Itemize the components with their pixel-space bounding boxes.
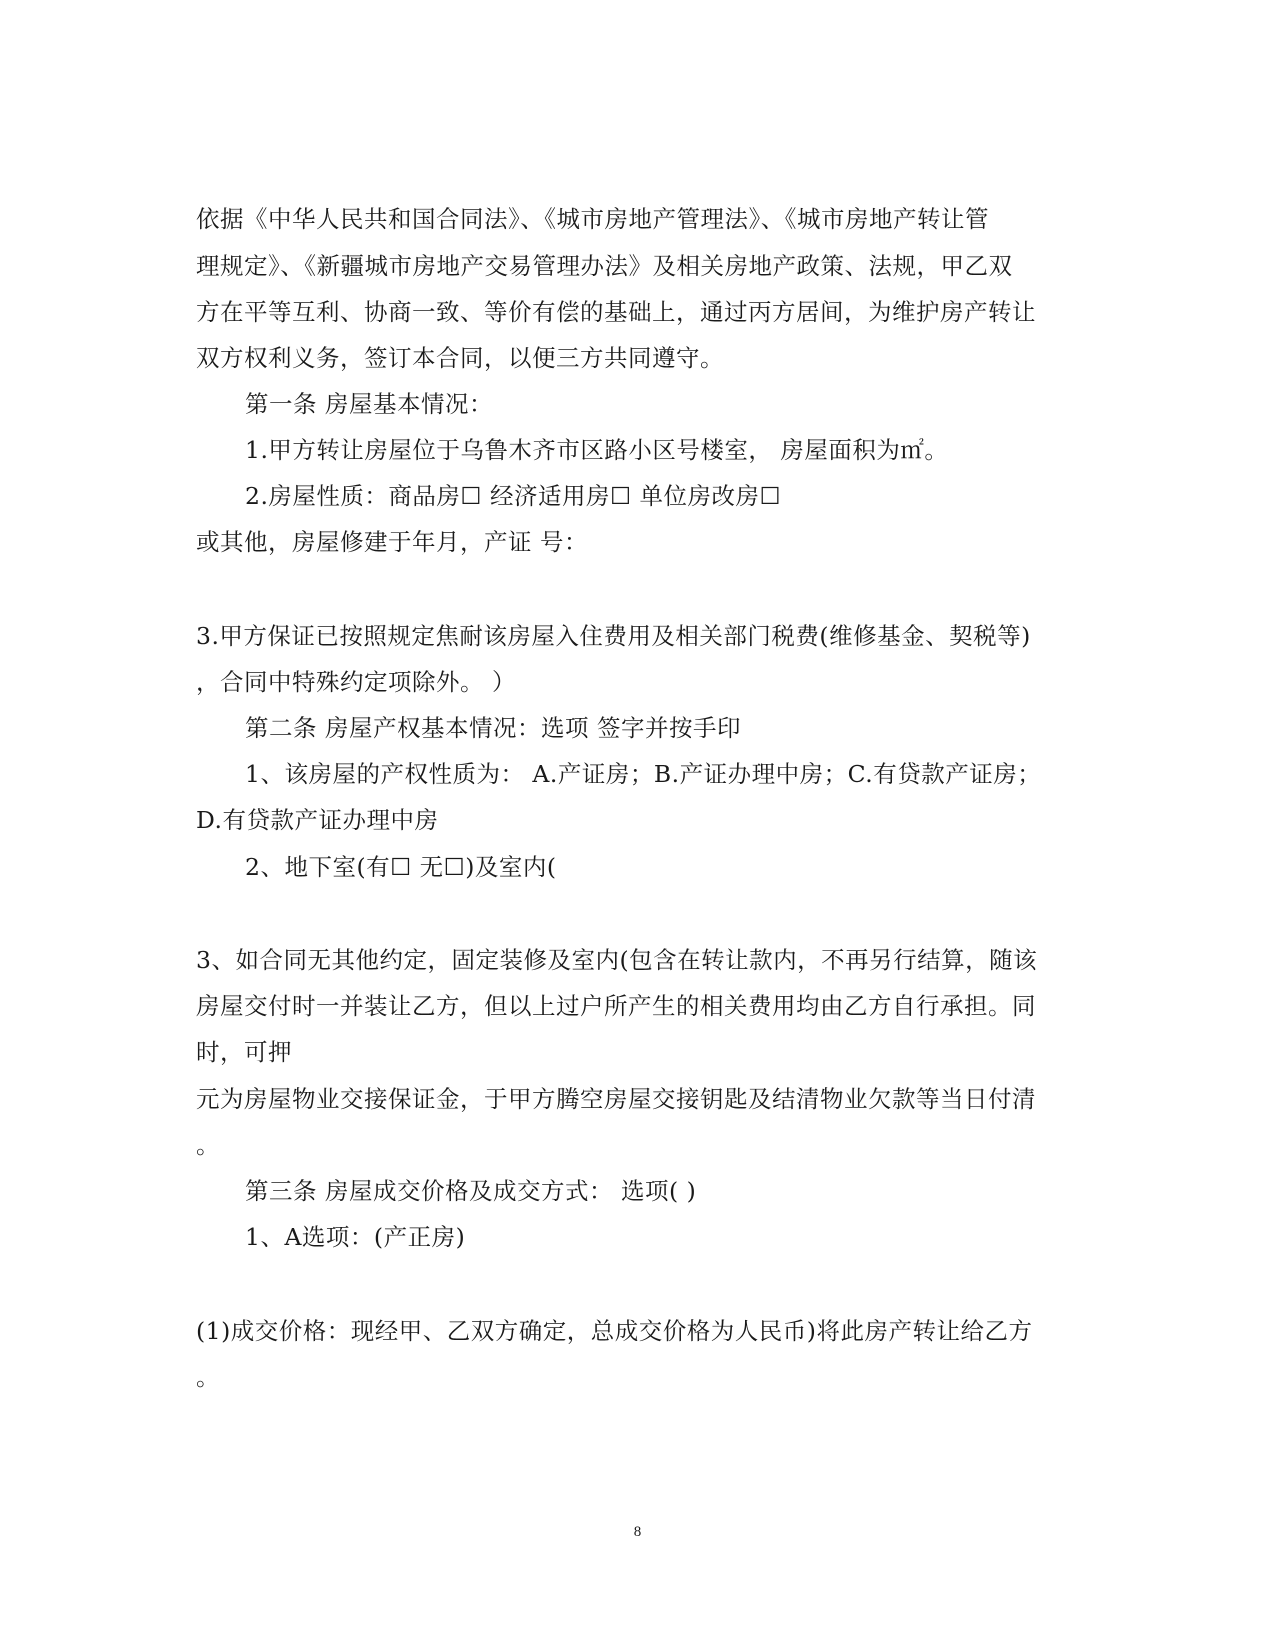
section-heading: 第二条 房屋产权基本情况：选项 签字并按手印 [245, 714, 741, 742]
paragraph-line: 元为房屋物业交接保证金，于甲方腾空房屋交接钥匙及结清物业欠款等当日付清 [196, 1085, 1036, 1113]
paragraph-line: 1、该房屋的产权性质为： A.产证房；B.产证办理中房；C.有贷款产证房； [245, 760, 1042, 788]
paragraph-line: 2.房屋性质：商品房☐ 经济适用房☐ 单位房改房☐ [245, 482, 782, 510]
paragraph-line: ，合同中特殊约定项除外。 ） [196, 668, 516, 696]
paragraph-line: D.有贷款产证办理中房 [196, 806, 439, 834]
section-heading: 第三条 房屋成交价格及成交方式： 选项( ) [245, 1177, 697, 1205]
page-number: 8 [633, 1524, 642, 1540]
paragraph-line: 或其他，房屋修建于年月，产证 号： [196, 528, 588, 556]
paragraph-line: 双方权利义务，签订本合同，以便三方共同遵守。 [196, 344, 724, 372]
paragraph-line: (1)成交价格：现经甲、乙双方确定，总成交价格为人民币)将此房产转让给乙方 [196, 1317, 1033, 1345]
paragraph-line: 3、如合同无其他约定，固定装修及室内(包含在转让款内，不再另行结算，随该 [196, 946, 1038, 974]
paragraph-line: 时，可押 [196, 1038, 292, 1066]
paragraph-line: 依据《中华人民共和国合同法》、《城市房地产管理法》、《城市房地产转让管 [196, 205, 989, 233]
paragraph-line: 1、A选项：(产正房) [245, 1223, 466, 1251]
paragraph-line: 2、地下室(有☐ 无☐)及室内( [245, 853, 557, 881]
paragraph-line: 房屋交付时一并装让乙方，但以上过户所产生的相关费用均由乙方自行承担。同 [196, 992, 1036, 1020]
section-heading: 第一条 房屋基本情况： [245, 390, 493, 418]
paragraph-line: 。 [196, 1131, 220, 1159]
paragraph-line: 1.甲方转让房屋位于乌鲁木齐市区路小区号楼室， 房屋面积为㎡。 [245, 436, 949, 464]
paragraph-line: 3.甲方保证已按照规定焦耐该房屋入住费用及相关部门税费(维修基金、契税等) [196, 622, 1031, 650]
paragraph-line: 理规定》、《新疆城市房地产交易管理办法》及相关房地产政策、法规，甲乙双 [196, 252, 1013, 280]
paragraph-line: 。 [196, 1363, 220, 1391]
paragraph-line: 方在平等互利、协商一致、等价有偿的基础上，通过丙方居间，为维护房产转让 [196, 298, 1036, 326]
